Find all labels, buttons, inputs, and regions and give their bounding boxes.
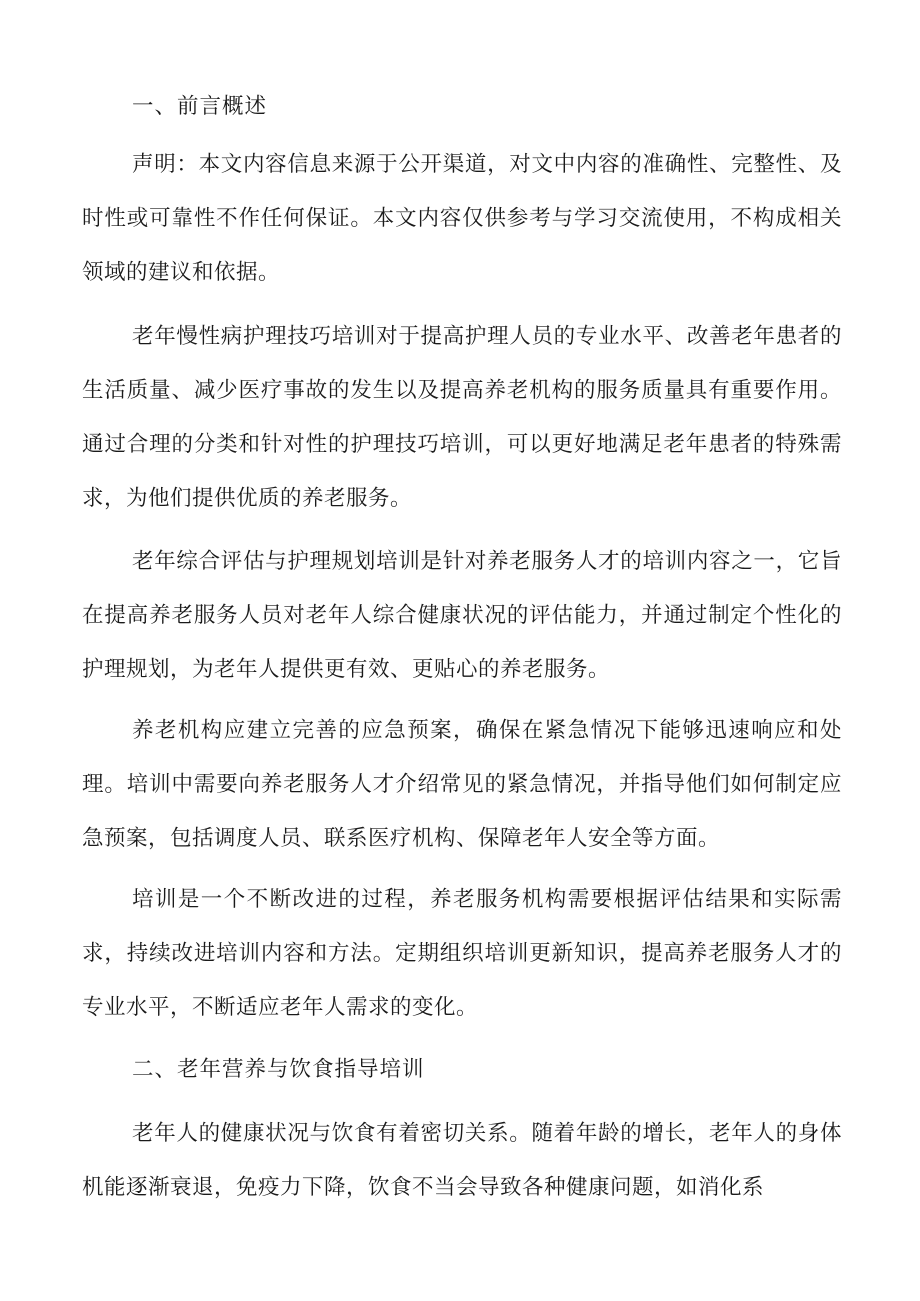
body-paragraph-nutrition: 老年人的健康状况与饮食有着密切关系。随着年龄的增长，老年人的身体机能逐渐衰退，免疫力下降，饮食不当会导致各种健康问题，如消化系 [82,1121,842,1200]
body-paragraph-emergency: 养老机构应建立完善的应急预案，确保在紧急情况下能够迅速响应和处理。培训中需要向养老服务人才介绍常见的紧急情况，并指导他们如何制定应急预案，包括调度人员、联系医疗机构、保障老年人安全等方面。 [82,718,842,851]
body-paragraph-improvement: 培训是一个不断改进的过程，养老服务机构需要根据评估结果和实际需求，持续改进培训内容和方法。定期组织培训更新知识，提高养老服务人才的专业水平，不断适应老年人需求的变化。 [82,887,842,1020]
body-paragraph-chronic-care: 老年慢性病护理技巧培训对于提高护理人员的专业水平、改善老年患者的生活质量、减少医疗事故的发生以及提高养老机构的服务质量具有重要作用。通过合理的分类和针对性的护理技巧培训，可以更好地满足老年患者的特殊需求，为他们提供优质的养老服务。 [82,324,842,511]
section-heading-nutrition: 二、老年营养与饮食指导培训 [132,1057,425,1082]
section-heading-preface: 一、前言概述 [132,94,268,119]
disclaimer-paragraph: 声明：本文内容信息来源于公开渠道，对文中内容的准确性、完整性、及时性或可靠性不作任何保证。本文内容仅供参考与学习交流使用，不构成相关领域的建议和依据。 [82,152,842,285]
body-paragraph-assessment: 老年综合评估与护理规划培训是针对养老服务人才的培训内容之一，它旨在提高养老服务人员对老年人综合健康状况的评估能力，并通过制定个性化的护理规划，为老年人提供更有效、更贴心的养老服务。 [82,549,842,682]
